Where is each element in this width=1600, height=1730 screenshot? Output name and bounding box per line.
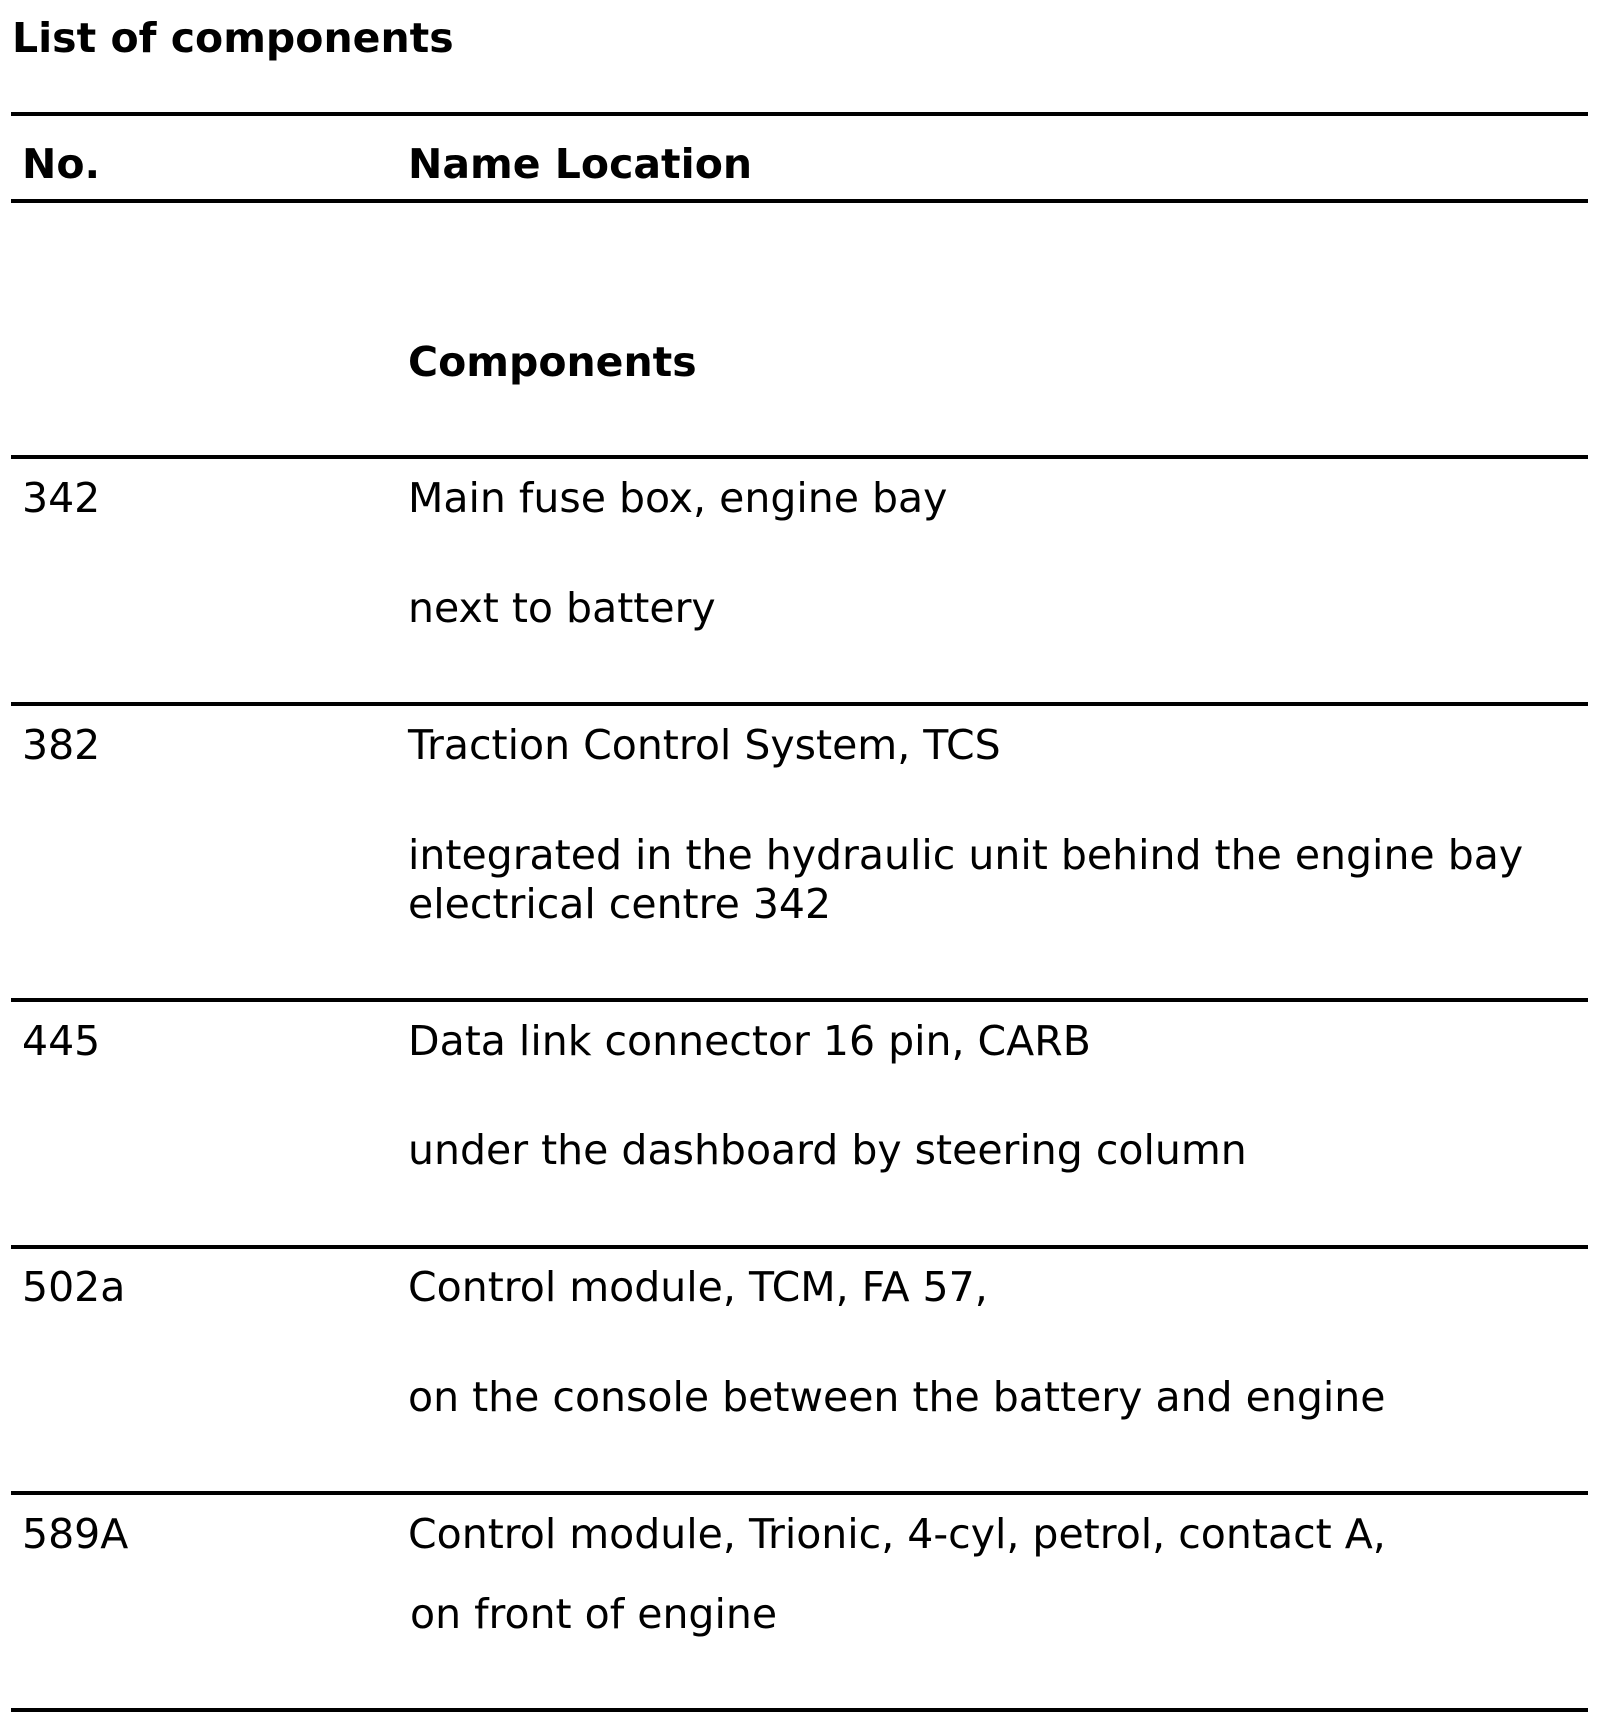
row-location: on the console between the battery and engine xyxy=(408,1373,1386,1421)
row-name: Control module, Trionic, 4-cyl, petrol, contact A, xyxy=(408,1510,1386,1558)
section-heading: Components xyxy=(408,338,697,386)
table-top-rule xyxy=(11,112,1588,116)
row-number: 342 xyxy=(22,474,101,522)
row-divider xyxy=(11,998,1588,1002)
page-title: List of components xyxy=(12,14,454,62)
row-divider xyxy=(11,1245,1588,1249)
row-number: 502a xyxy=(22,1263,126,1311)
row-location: next to battery xyxy=(408,584,716,632)
row-number: 445 xyxy=(22,1017,101,1065)
row-divider xyxy=(11,702,1588,706)
row-name: Data link connector 16 pin, CARB xyxy=(408,1017,1091,1065)
row-location: on front of engine xyxy=(410,1590,778,1638)
table-bottom-rule xyxy=(11,1708,1588,1712)
row-number: 382 xyxy=(22,721,101,769)
header-no: No. xyxy=(22,140,101,188)
row-divider xyxy=(11,1491,1588,1495)
row-location: under the dashboard by steering column xyxy=(408,1126,1247,1174)
row-divider xyxy=(11,455,1588,459)
row-number: 589A xyxy=(22,1510,129,1558)
row-location: electrical centre 342 xyxy=(408,880,832,928)
row-location: integrated in the hydraulic unit behind the engine bay xyxy=(408,831,1524,879)
header-name-location: Name Location xyxy=(408,140,753,188)
row-name: Control module, TCM, FA 57, xyxy=(408,1263,988,1311)
row-name: Main fuse box, engine bay xyxy=(408,474,948,522)
row-name: Traction Control System, TCS xyxy=(408,721,1001,769)
header-bottom-rule xyxy=(11,199,1588,203)
